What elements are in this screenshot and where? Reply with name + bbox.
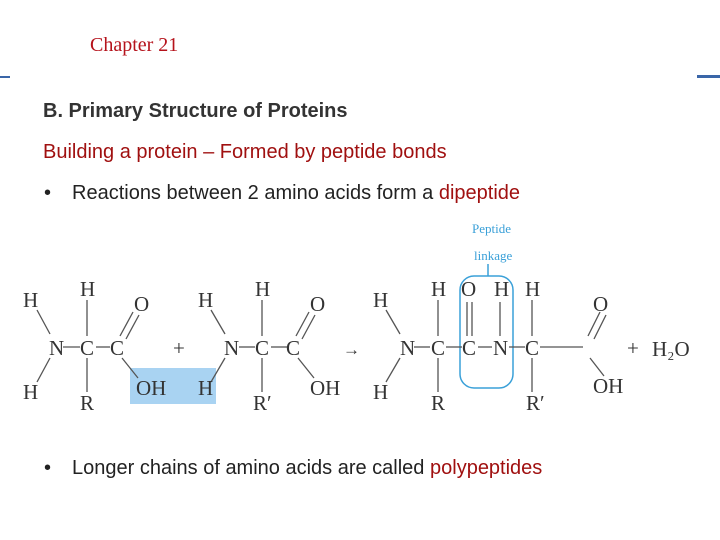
atom-n: N [224, 336, 240, 360]
bullet-term: polypeptides [430, 457, 543, 479]
atom-n: N [493, 336, 509, 360]
atom-h: H [198, 288, 214, 312]
water-formula: H₂O [652, 337, 690, 361]
atom-c: C [462, 336, 477, 360]
bullet-text: Reactions between 2 amino acids form a [72, 182, 439, 204]
header-rule-left [0, 76, 10, 78]
atom-r-prime: R′ [253, 391, 272, 415]
atom-h: H [198, 376, 214, 400]
bullet-marker: • [44, 182, 52, 204]
atom-labels [23, 277, 690, 415]
callout-label-peptide: Peptide [472, 221, 511, 236]
atom-o: O [134, 292, 150, 316]
atom-c: C [431, 336, 446, 360]
chapter-label: Chapter 21 [90, 34, 179, 56]
atom-h: H [23, 288, 39, 312]
atom-h: H [431, 277, 447, 301]
atom-n: N [49, 336, 65, 360]
atom-c: C [80, 336, 95, 360]
reaction-arrow: → [343, 340, 360, 359]
atom-h: H [494, 277, 510, 301]
atom-oh: OH [593, 374, 624, 398]
plus-sign: + [627, 336, 639, 360]
atom-oh: OH [136, 376, 167, 400]
slide-subheading: Building a protein – Formed by peptide bonds [43, 141, 447, 163]
atom-h: H [525, 277, 541, 301]
atom-oh: OH [310, 376, 341, 400]
atom-h: H [23, 380, 39, 404]
atom-c: C [110, 336, 125, 360]
atom-o: O [461, 277, 477, 301]
bullet-term: dipeptide [438, 182, 521, 204]
atom-o: O [593, 292, 609, 316]
atom-c: C [286, 336, 301, 360]
bullet-polypeptides [44, 457, 542, 480]
atom-c: C [525, 336, 540, 360]
atom-r: R [80, 391, 95, 415]
bullet-dipeptide [44, 182, 520, 205]
atom-r: R [431, 391, 446, 415]
bullet-marker: • [44, 457, 52, 479]
callout-label-linkage: linkage [474, 248, 513, 263]
slide-heading: B. Primary Structure of Proteins [43, 100, 348, 122]
atom-o: O [310, 292, 326, 316]
header-rule-right [697, 75, 720, 78]
plus-sign: + [173, 336, 185, 360]
atom-h: H [255, 277, 271, 301]
atom-r-prime: R′ [526, 391, 545, 415]
bullet-text: Longer chains of amino acids are called [72, 457, 430, 479]
atom-h: H [373, 380, 389, 404]
atom-h: H [373, 288, 389, 312]
atom-h: H [80, 277, 96, 301]
dipeptide-formation-diagram [0, 215, 720, 425]
atom-c: C [255, 336, 270, 360]
atom-n: N [400, 336, 416, 360]
